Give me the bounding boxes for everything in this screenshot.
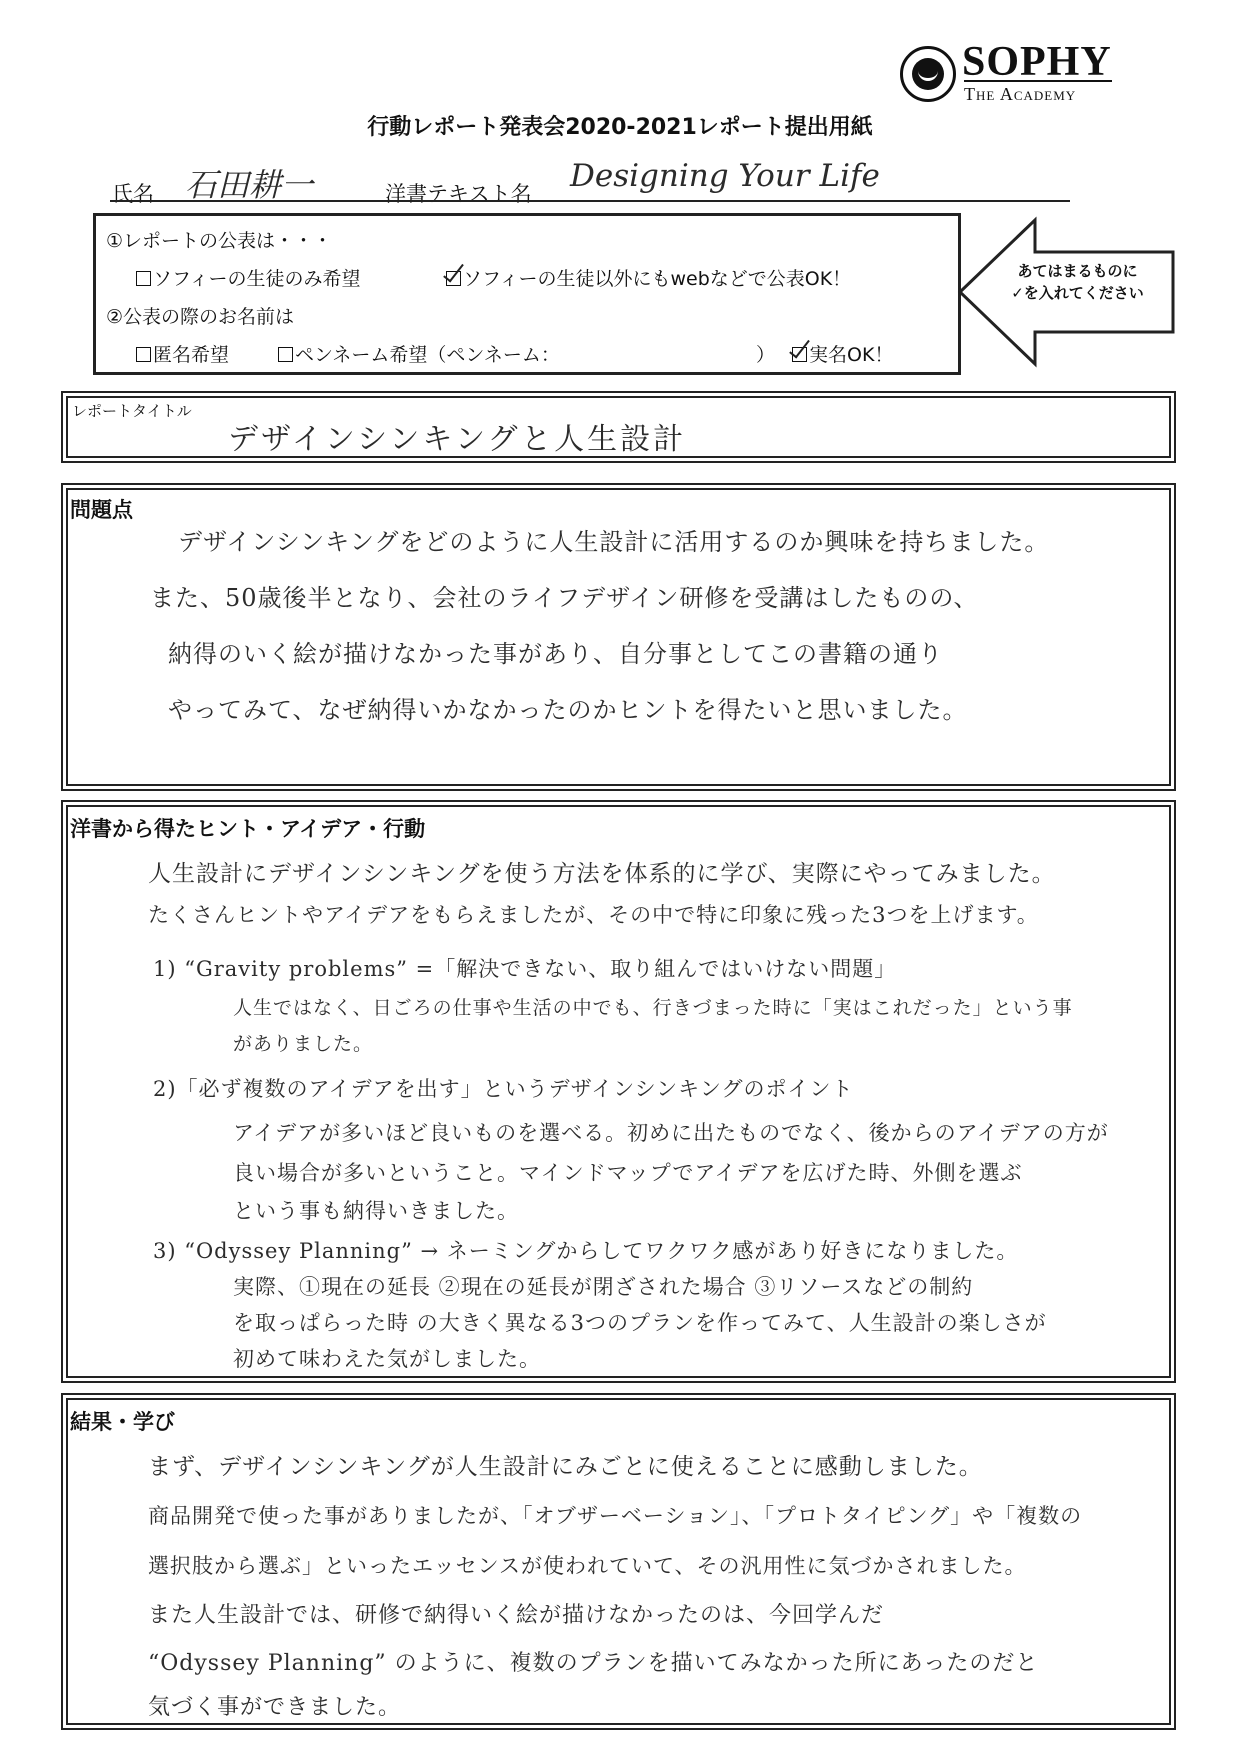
problem-line-2: また、50歳後半となり、会社のライフデザイン研修を受講はしたものの、	[150, 584, 979, 612]
hints-line-6: 2)「必ず複数のアイデアを出す」というデザインシンキングのポイント	[153, 1077, 854, 1101]
hints-line-11: 実際、①現在の延長 ②現在の延長が閉ざされた場合 ③リソースなどの制約	[233, 1275, 974, 1299]
q1-option-public-web[interactable]	[446, 264, 851, 291]
document-title: 行動レポート発表会2020-2021レポート提出用紙	[367, 115, 873, 140]
report-title-label: レポートタイトル	[72, 402, 192, 420]
results-line-1: まず、デザインシンキングが人生設計にみごとに使えることに感動しました。	[148, 1454, 983, 1480]
checkbox[interactable]	[136, 271, 151, 286]
report-title-box	[66, 396, 1171, 458]
results-label: 結果・学び	[70, 1410, 175, 1434]
q2-label: ②公表の際のお名前は	[106, 306, 295, 328]
hints-line-9: という事も納得いきました。	[233, 1199, 519, 1223]
hints-line-12: を取っぱらった時 の大きく異なる3つのプランを作ってみて、人生設計の楽しさが	[233, 1311, 1047, 1335]
q2-option-realname[interactable]	[792, 340, 893, 367]
hints-line-13: 初めて味わえた気がしました。	[233, 1347, 541, 1371]
results-line-3: 選択肢から選ぶ」といったエッセンスが使われていて、その汎用性に気づかされました。	[148, 1554, 1027, 1578]
hints-label: 洋書から得たヒント・アイデア・行動	[70, 817, 426, 841]
checkbox[interactable]	[136, 347, 151, 362]
arrow-note-line-2: ✓を入れてください	[1011, 284, 1144, 302]
q1-label: ①レポートの公表は・・・	[106, 230, 333, 252]
hints-line-10: 3) “Odyssey Planning” → ネーミングからしてワクワク感があり好きになりました。	[153, 1239, 1019, 1263]
q2-penname-close: ）	[756, 344, 776, 366]
hints-line-7: アイデアが多いほど良いものを選べる。初めに出たものでなく、後からのアイデアの方が	[233, 1121, 1109, 1145]
sophy-seal-logo	[900, 46, 956, 102]
problem-box	[66, 488, 1171, 786]
q1-option-a-label: ソフィーの生徒のみ希望	[153, 268, 361, 290]
results-line-4: また人生設計では、研修で納得いく絵が描けなかったのは、今回学んだ	[148, 1603, 885, 1628]
name-label: 氏名	[112, 182, 154, 206]
results-line-5: “Odyssey Planning” のように、複数のプランを描いてみなかった所にあったのだと	[148, 1651, 1039, 1676]
hints-line-3: 1) “Gravity problems” =「解決できない、取り組んではいけない問題」	[153, 957, 897, 981]
checkbox[interactable]	[278, 347, 293, 362]
hints-line-5: がありました。	[233, 1033, 374, 1055]
hints-line-1: 人生設計にデザインシンキングを使う方法を体系的に学び、実際にやってみました。	[148, 861, 1056, 887]
hints-line-2: たくさんヒントやアイデアをもらえましたが、その中で特に印象に残った3つを上げます。	[148, 903, 1039, 927]
q2-option-penname[interactable]	[278, 340, 560, 367]
arrow-note	[980, 260, 1175, 304]
checkbox-checked[interactable]	[792, 347, 807, 362]
q2-option-c-label: 実名OK！	[809, 344, 894, 366]
hints-box	[66, 805, 1171, 1378]
logo-subtitle: The Academy	[964, 84, 1077, 104]
results-line-2: 商品開発で使った事がありましたが、「オブザーベーション」、「プロトタイピング」や「複数の	[148, 1504, 1083, 1528]
checkbox-checked[interactable]	[446, 271, 461, 286]
results-line-6: 気づく事ができました。	[148, 1695, 402, 1720]
name-value: 石田耕一	[185, 166, 314, 204]
q1-option-students-only[interactable]	[136, 264, 360, 291]
report-title-value: デザインシンキングと人生設計	[228, 422, 687, 457]
text-name-value: Designing Your Life	[570, 158, 880, 194]
logo-brand: SOPHY	[962, 39, 1112, 85]
publication-options-box	[93, 213, 961, 375]
problem-line-3: 納得のいく絵が描けなかった事があり、自分事としてこの書籍の通り	[168, 640, 943, 668]
q2-option-anonymous[interactable]	[136, 340, 229, 367]
hints-line-4: 人生ではなく、日ごろの仕事や生活の中でも、行きづまった時に「実はこれだった」という事	[233, 997, 1073, 1019]
problem-label: 問題点	[70, 498, 133, 522]
hints-line-8: 良い場合が多いということ。マインドマップでアイデアを広げた時、外側を選ぶ	[233, 1161, 1023, 1185]
problem-line-1: デザインシンキングをどのように人生設計に活用するのか興味を持ちました。	[178, 528, 1050, 556]
q2-option-a-label: 匿名希望	[153, 344, 230, 366]
problem-line-4: やってみて、なぜ納得いかなかったのかヒントを得たいと思いました。	[168, 696, 968, 724]
arrow-note-line-1: あてはまるものに	[1017, 262, 1138, 280]
name-underline	[110, 200, 1070, 202]
text-name-label: 洋書テキスト名	[385, 182, 532, 206]
q1-option-b-label: ソフィーの生徒以外にもwebなどで公表OK！	[463, 268, 852, 290]
q2-option-b-label: ペンネーム希望（ペンネーム：	[295, 344, 560, 366]
results-box	[66, 1398, 1171, 1725]
